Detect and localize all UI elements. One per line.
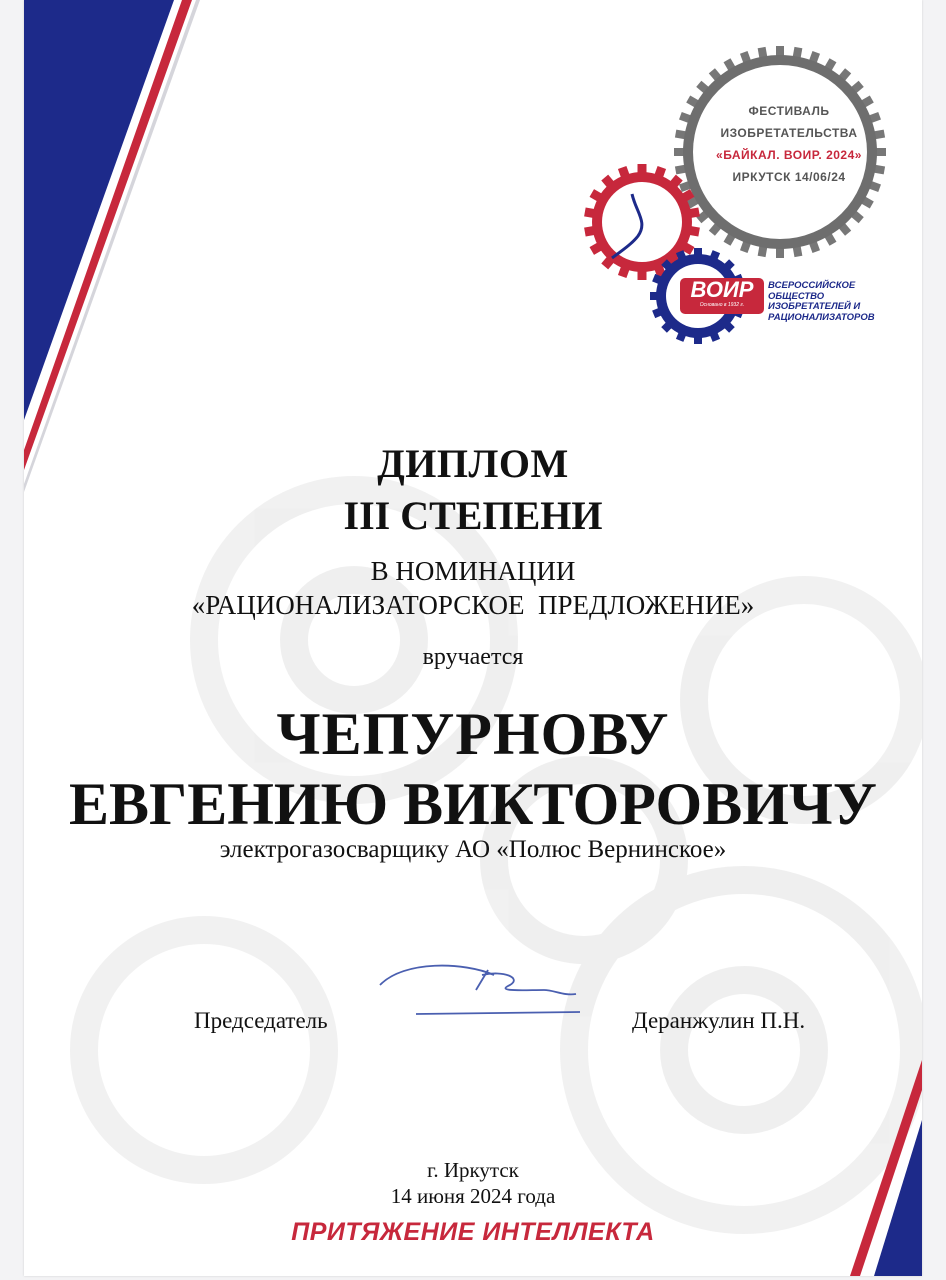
diploma-title: ДИПЛОМ xyxy=(377,441,569,486)
footer-city: г. Иркутск xyxy=(427,1158,519,1182)
signature-scribble xyxy=(380,966,580,1014)
org-line-1: ВСЕРОССИЙСКОЕ xyxy=(768,280,856,291)
stamp-line-2: ИЗОБРЕТАТЕЛЬСТВА xyxy=(720,126,858,140)
voir-logo-badge xyxy=(680,278,764,314)
org-line-3: ИЗОБРЕТАТЕЛЕЙ И xyxy=(768,301,861,312)
nomination-name: «РАЦИОНАЛИЗАТОРСКОЕ ПРЕДЛОЖЕНИЕ» xyxy=(191,590,755,620)
recipient-surname: ЧЕПУРНОВУ xyxy=(276,701,670,767)
background-art xyxy=(24,0,922,1276)
awarded-label: вручается xyxy=(422,644,524,670)
recipient-position: электрогазосварщику АО «Полюс Вернинское» xyxy=(219,836,727,863)
footer-date: 14 июня 2024 года xyxy=(390,1184,556,1208)
diploma-sheet xyxy=(24,0,922,1276)
diploma-degree: III СТЕПЕНИ xyxy=(343,493,603,538)
signature-name: Деранжулин П.Н. xyxy=(632,1008,806,1033)
org-line-4: РАЦИОНАЛИЗАТОРОВ xyxy=(768,311,875,323)
nomination-prefix: В НОМИНАЦИИ xyxy=(370,556,576,586)
stamp-line-4: ИРКУТСК 14/06/24 xyxy=(732,170,846,184)
recipient-given-names: ЕВГЕНИЮ ВИКТОРОВИЧУ xyxy=(69,771,877,837)
left-blue-band xyxy=(24,0,174,420)
footer-slogan: ПРИТЯЖЕНИЕ ИНТЕЛЛЕКТА xyxy=(291,1218,655,1246)
voir-badge-text: ВОИР xyxy=(690,277,754,302)
signature-role: Председатель xyxy=(194,1008,328,1033)
org-line-2: ОБЩЕСТВО xyxy=(768,290,825,302)
organization-name xyxy=(768,281,898,323)
stamp-line-1: ФЕСТИВАЛЬ xyxy=(748,104,830,118)
stamp-line-3: «БАЙКАЛ. ВОИР. 2024» xyxy=(716,148,862,162)
festival-stamp xyxy=(684,100,894,188)
voir-badge-subtext: Основано в 1932 г. xyxy=(699,302,745,308)
